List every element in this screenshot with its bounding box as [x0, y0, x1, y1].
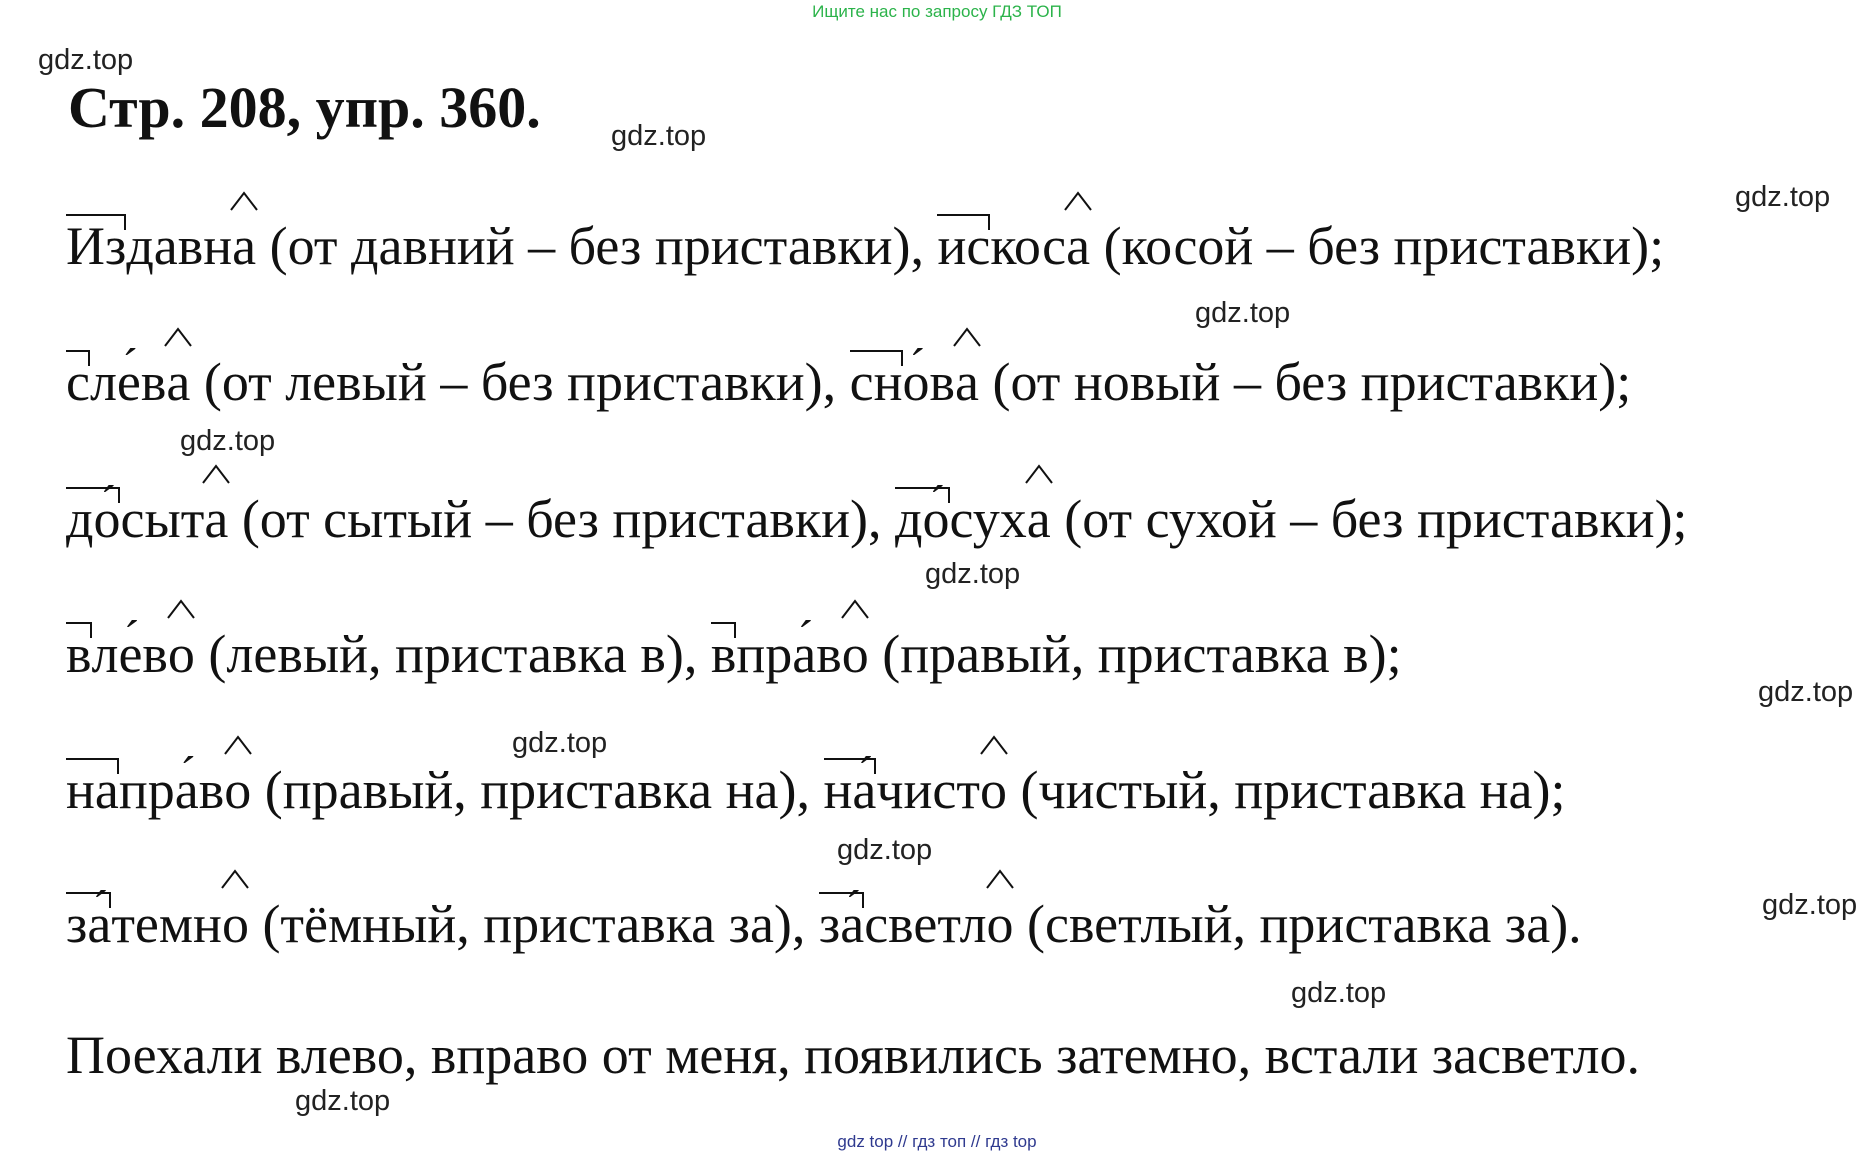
watermark: gdz.top [925, 558, 1021, 590]
suffix-mark: а [1027, 489, 1051, 549]
stress-mark: о ´ [903, 352, 930, 412]
stress-mark: е ´ [118, 624, 142, 684]
answer-line-6: за ´темно (тёмный, приставка за), за ´светло (светлый, приставка за). [66, 894, 1582, 954]
suffix-mark: о [987, 894, 1014, 954]
prefix-mark: на [66, 760, 119, 820]
suffix-mark: о [980, 760, 1007, 820]
prefix-mark: до ´ [66, 489, 120, 549]
stress-mark: а ´ [840, 894, 864, 954]
watermark: gdz.top [1291, 977, 1387, 1009]
word-nachisto: на ´чисто [824, 760, 1008, 820]
suffix-caret-icon [201, 463, 231, 485]
word-iskosa: искоса [937, 216, 1090, 276]
suffix-caret-icon [166, 598, 196, 620]
watermark: gdz.top [1195, 297, 1291, 329]
watermark: gdz.top [180, 425, 276, 457]
suffix-mark: о [222, 894, 249, 954]
suffix-caret-icon [1063, 190, 1093, 212]
stress-mark: а ´ [175, 760, 199, 820]
prefix-mark: в [66, 624, 92, 684]
suffix-mark: о [168, 624, 195, 684]
suffix-caret-icon [220, 868, 250, 890]
stress-mark: е ´ [117, 352, 141, 412]
prefix-mark: Из [66, 216, 127, 276]
answer-line-5: напра ´во (правый, приставка на), на ´чисто (чистый, приставка на); [66, 760, 1566, 820]
exercise-heading: Стр. 208, упр. 360. [68, 75, 541, 140]
word-dosukha: до ´суха [895, 489, 1051, 549]
suffix-caret-icon [223, 734, 253, 756]
prefix-mark: ис [937, 216, 991, 276]
watermark: gdz.top [38, 44, 134, 76]
suffix-mark: а [232, 216, 256, 276]
stress-mark: а ´ [852, 760, 876, 820]
suffix-mark: о [842, 624, 869, 684]
word-izdavna: Издавна [66, 216, 256, 276]
word-zasvetlo: за ´светло [819, 894, 1014, 954]
suffix-mark: о [224, 760, 251, 820]
stress-mark: о ´ [93, 489, 120, 549]
answer-line-4: вле ´во (левый, приставка в), впра ´во (правый, приставка в); [66, 624, 1402, 684]
word-dosyta: до ´сыта [66, 489, 228, 549]
suffix-caret-icon [985, 868, 1015, 890]
answer-line-1: Издавна (от давний – без приставки), искоса (косой – без приставки); [66, 216, 1664, 276]
suffix-caret-icon [229, 190, 259, 212]
suffix-caret-icon [979, 734, 1009, 756]
prefix-mark: до ´ [895, 489, 949, 549]
watermark: gdz.top [1762, 889, 1858, 921]
suffix-caret-icon [952, 326, 982, 348]
word-vlevo: вле ´во [66, 624, 195, 684]
word-sleva: сле ´ва [66, 352, 190, 412]
suffix-caret-icon [163, 326, 193, 348]
prefix-mark: с [66, 352, 90, 412]
watermark: gdz.top [295, 1085, 391, 1117]
answer-line-3: до ´сыта (от сытый – без приставки), до ´суха (от сухой – без приставки); [66, 489, 1688, 549]
word-napravo: напра ´во [66, 760, 251, 820]
suffix-mark: а [955, 352, 979, 412]
watermark: gdz.top [837, 834, 933, 866]
answer-line-2: сле ´ва (от левый – без приставки), сно ´ва (от новый – без приставки); [66, 352, 1631, 412]
stress-mark: а ´ [792, 624, 816, 684]
suffix-mark: а [166, 352, 190, 412]
suffix-mark: а [1066, 216, 1090, 276]
watermark: gdz.top [1735, 181, 1831, 213]
prefix-mark: в [710, 624, 737, 684]
prefix-mark: за ´ [66, 894, 111, 954]
prefix-mark: сн [849, 352, 903, 412]
example-sentence: Поехали влево, вправо от меня, появились затемно, встали засветло. [66, 1025, 1640, 1085]
watermark: gdz.top [512, 727, 608, 759]
prefix-mark: за ´ [819, 894, 864, 954]
word-zatemno: за ´темно [66, 894, 249, 954]
word-snova: сно ´ва [850, 352, 979, 412]
suffix-caret-icon [840, 598, 870, 620]
prefix-mark: на ´ [824, 760, 877, 820]
footer-watermark: gdz top // гдз топ // гдз top [837, 1132, 1037, 1151]
stress-mark: о ´ [923, 489, 950, 549]
word-vpravo: впра ´во [711, 624, 869, 684]
watermark: gdz.top [1758, 676, 1854, 708]
suffix-mark: а [204, 489, 228, 549]
watermark: gdz.top [611, 120, 707, 152]
stress-mark: а ´ [87, 894, 111, 954]
suffix-caret-icon [1024, 463, 1054, 485]
top-banner: Ищите нас по запросу ГДЗ ТОП [812, 2, 1062, 21]
